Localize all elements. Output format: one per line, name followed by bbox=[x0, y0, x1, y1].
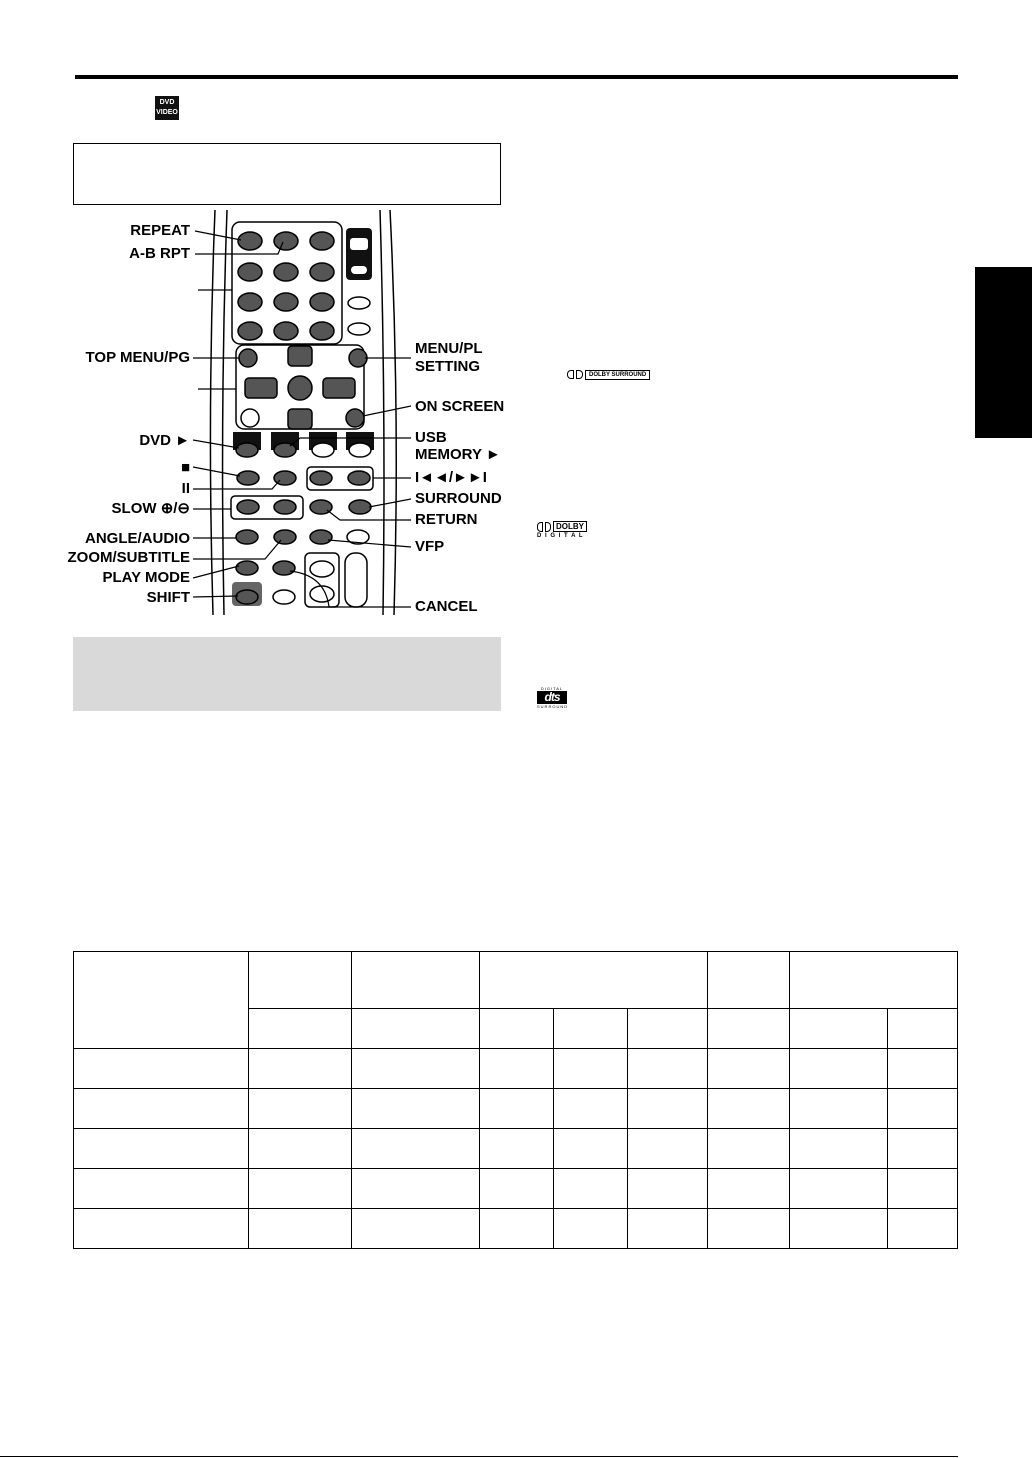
shift-key bbox=[236, 590, 258, 604]
table-cell bbox=[888, 1089, 958, 1129]
gray-note-box bbox=[73, 637, 501, 711]
table-cell bbox=[628, 1129, 708, 1169]
label-angle-audio: ANGLE/AUDIO bbox=[85, 530, 190, 547]
table-cell bbox=[790, 1129, 888, 1169]
table-cell bbox=[480, 952, 708, 1009]
table-cell bbox=[628, 1049, 708, 1089]
table-cell bbox=[708, 1089, 790, 1129]
table-cell bbox=[352, 1129, 480, 1169]
dts-main: dts bbox=[537, 691, 567, 704]
label-memory-play: MEMORY ► bbox=[415, 446, 501, 463]
table-cell bbox=[708, 1049, 790, 1089]
badge-line-dvd: DVD bbox=[159, 99, 175, 106]
cancel-key bbox=[273, 561, 295, 575]
badge-line-video: VIDEO bbox=[156, 109, 178, 116]
table-row bbox=[74, 1129, 958, 1169]
label-on-screen: ON SCREEN bbox=[415, 398, 505, 415]
on-screen-key bbox=[346, 409, 364, 427]
table-row bbox=[74, 1209, 958, 1249]
table-cell bbox=[554, 1089, 628, 1129]
table-cell bbox=[74, 1209, 249, 1249]
stop-key bbox=[237, 471, 259, 485]
table-cell bbox=[554, 1169, 628, 1209]
table-cell bbox=[74, 952, 249, 1049]
ab-rpt-key bbox=[274, 232, 298, 250]
play-mode-key bbox=[236, 561, 258, 575]
dts-bottom: SURROUND bbox=[537, 704, 569, 709]
dts-top: DIGITAL bbox=[540, 686, 564, 691]
dolby-surround-text: DOLBY SURROUND bbox=[585, 370, 650, 380]
label-skip: I◄◄/►►I bbox=[415, 469, 487, 486]
table-row bbox=[74, 1169, 958, 1209]
vfp-key bbox=[310, 530, 332, 544]
table-cell bbox=[708, 952, 790, 1009]
label-stop: ■ bbox=[180, 459, 190, 476]
label-slow: SLOW ⊕/⊖ bbox=[111, 500, 190, 517]
table-header-row bbox=[74, 952, 958, 1009]
table-cell bbox=[554, 1209, 628, 1249]
label-shift: SHIFT bbox=[146, 589, 190, 606]
table-cell bbox=[249, 1089, 352, 1129]
dvd-play-key bbox=[236, 443, 258, 457]
dolby-surround-logo bbox=[567, 369, 650, 380]
table-cell bbox=[888, 1209, 958, 1249]
table-cell bbox=[352, 1049, 480, 1089]
label-ab-rpt: A-B RPT bbox=[129, 245, 190, 262]
dts-logo bbox=[537, 686, 567, 709]
table-row bbox=[74, 1089, 958, 1129]
table-cell bbox=[790, 1169, 888, 1209]
surround-key bbox=[349, 500, 371, 514]
label-surround: SURROUND bbox=[415, 490, 502, 507]
label-repeat: REPEAT bbox=[130, 222, 190, 239]
table-cell bbox=[352, 1089, 480, 1129]
table-cell bbox=[790, 1089, 888, 1129]
angle-key bbox=[236, 530, 258, 544]
table-cell bbox=[554, 1009, 628, 1049]
table-cell bbox=[74, 1089, 249, 1129]
table-cell bbox=[74, 1129, 249, 1169]
zoom-key bbox=[274, 530, 296, 544]
instruction-box bbox=[73, 143, 501, 205]
dd-right bbox=[545, 522, 551, 532]
table-cell bbox=[249, 1209, 352, 1249]
label-top-menu-pg: TOP MENU/PG bbox=[85, 349, 190, 366]
repeat-key bbox=[238, 232, 262, 250]
table-cell bbox=[790, 1009, 888, 1049]
table-cell bbox=[249, 1009, 352, 1049]
table-cell bbox=[352, 1209, 480, 1249]
label-zoom-subtitle: ZOOM/SUBTITLE bbox=[67, 549, 190, 566]
table-cell bbox=[249, 952, 352, 1009]
label-return: RETURN bbox=[415, 511, 478, 528]
label-cancel: CANCEL bbox=[415, 598, 478, 615]
dolby-digital-top: DOLBY bbox=[553, 521, 587, 532]
format-table bbox=[73, 951, 958, 1249]
table-cell bbox=[708, 1009, 790, 1049]
table-cell bbox=[74, 1169, 249, 1209]
table-cell bbox=[628, 1009, 708, 1049]
table-cell bbox=[352, 952, 480, 1009]
label-setting: SETTING bbox=[415, 358, 481, 375]
table-cell bbox=[628, 1209, 708, 1249]
table-cell bbox=[628, 1169, 708, 1209]
table-cell bbox=[352, 1009, 480, 1049]
label-menu-pl: MENU/PL bbox=[415, 340, 483, 357]
table-cell bbox=[249, 1169, 352, 1209]
dolby-double-d-left bbox=[567, 370, 574, 379]
table-cell bbox=[790, 1049, 888, 1089]
menu-key bbox=[349, 349, 367, 367]
table-cell bbox=[708, 1129, 790, 1169]
label-vfp: VFP bbox=[415, 538, 445, 555]
dd-left bbox=[537, 522, 543, 532]
table-cell bbox=[628, 1089, 708, 1129]
table-cell bbox=[249, 1129, 352, 1169]
table-cell bbox=[554, 1049, 628, 1089]
dolby-double-d-right bbox=[576, 370, 583, 379]
table-cell bbox=[249, 1049, 352, 1089]
table-cell bbox=[888, 1009, 958, 1049]
label-usb: USB bbox=[415, 429, 447, 446]
label-pause: II bbox=[181, 480, 190, 497]
table-cell bbox=[708, 1209, 790, 1249]
section-tab bbox=[975, 267, 1032, 438]
table-cell bbox=[790, 952, 958, 1009]
label-play-mode: PLAY MODE bbox=[102, 569, 190, 586]
top-rule bbox=[75, 75, 958, 79]
table-cell bbox=[480, 1049, 554, 1089]
table-cell bbox=[480, 1209, 554, 1249]
usb-key bbox=[274, 443, 296, 457]
label-dvd-play: DVD ► bbox=[139, 432, 190, 449]
table-cell bbox=[480, 1009, 554, 1049]
table-cell bbox=[480, 1089, 554, 1129]
table-cell bbox=[708, 1169, 790, 1209]
table-cell bbox=[74, 1049, 249, 1089]
table-cell bbox=[480, 1169, 554, 1209]
table-cell bbox=[888, 1049, 958, 1089]
table-cell bbox=[888, 1129, 958, 1169]
dolby-digital-bottom: D I G I T A L bbox=[537, 533, 584, 539]
table-cell bbox=[352, 1169, 480, 1209]
table-cell bbox=[554, 1129, 628, 1169]
dvd-video-badge bbox=[155, 96, 179, 120]
table-cell bbox=[790, 1209, 888, 1249]
table-cell bbox=[888, 1169, 958, 1209]
top-menu-key bbox=[239, 349, 257, 367]
table-cell bbox=[480, 1129, 554, 1169]
bottom-rule bbox=[0, 1456, 958, 1457]
table-row bbox=[74, 1049, 958, 1089]
dolby-digital-logo bbox=[537, 521, 587, 540]
